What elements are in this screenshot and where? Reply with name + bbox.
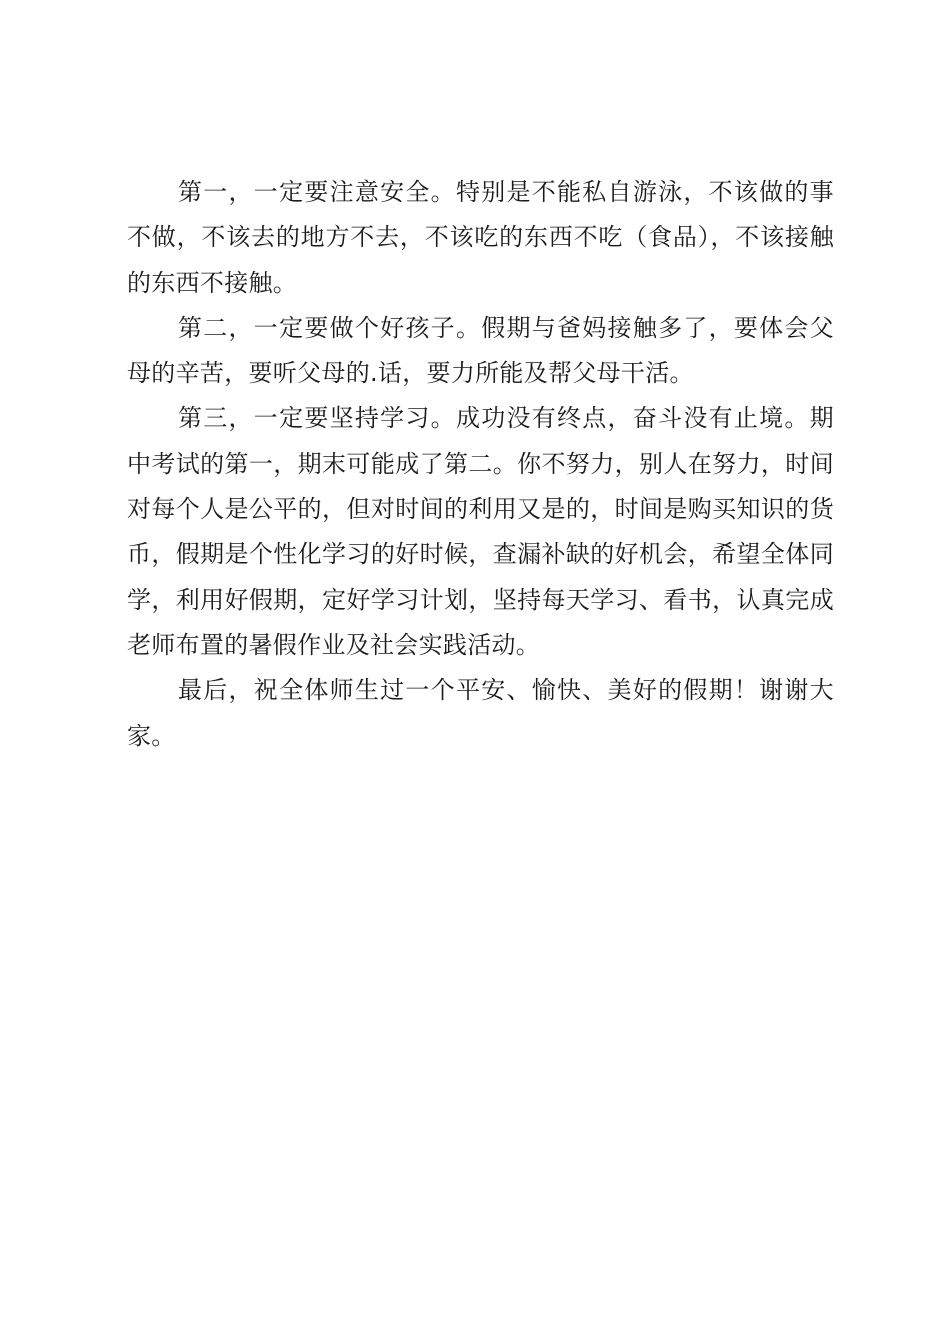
paragraph-safety: 第一，一定要注意安全。特别是不能私自游泳，不该做的事不做，不该去的地方不去，不该吃的东西不吃（食品），不该接触的东西不接触。 bbox=[127, 178, 834, 297]
paragraph-study: 第三，一定要坚持学习。成功没有终点，奋斗没有止境。期中考试的第一，期末可能成了第二。你不努力，别人在努力，时间对每个人是公平的，但对时间的利用又是的，时间是购买知识的货币，假期是个性化学习的好时候，查漏补缺的好机会，希望全体同学，利用好假期，定好学习计划，坚持每天学习、看书，认真完成老师布置的暑假作业及社会实践活动。 bbox=[127, 404, 834, 659]
paragraph-closing: 最后，祝全体师生过一个平安、愉快、美好的假期！谢谢大家。 bbox=[127, 676, 834, 750]
paragraph-good-child: 第二，一定要做个好孩子。假期与爸妈接触多了，要体会父母的辛苦，要听父母的.话，要力所能及帮父母干活。 bbox=[127, 313, 834, 388]
document-body bbox=[127, 170, 834, 759]
